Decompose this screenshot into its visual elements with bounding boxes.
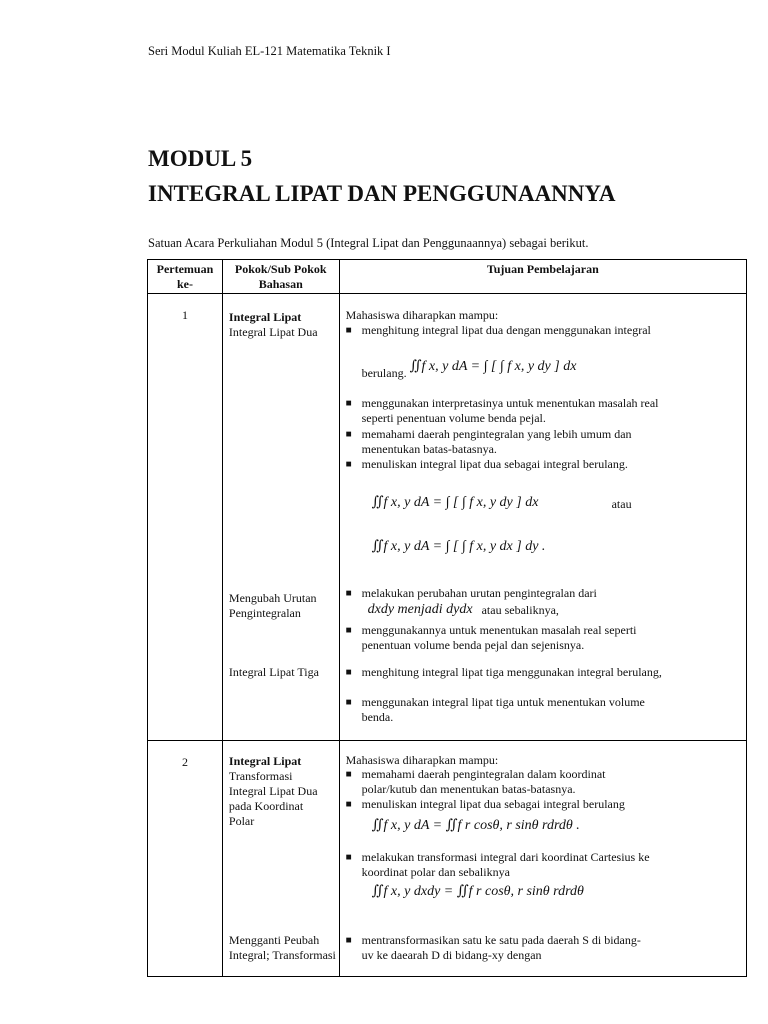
goal-item: menghitung integral lipat dua dengan menggunakan integral — [361, 323, 651, 337]
subtopic: Mengganti Peubah Integral; Transformasi — [228, 933, 336, 962]
bullet-icon: ■ — [345, 667, 352, 678]
goal-item: melakukan perubahan urutan pengintegralan dari — [361, 586, 597, 600]
bullet-icon: ■ — [345, 398, 352, 409]
intro-text: Satuan Acara Perkuliahan Modul 5 (Integral Lipat dan Penggunaannya) sebagai berikut. — [148, 236, 589, 250]
bullet-icon: ■ — [345, 799, 352, 810]
table-row — [148, 294, 747, 741]
syllabus-table — [147, 259, 747, 977]
bullet-icon: ■ — [345, 625, 352, 636]
bullet-icon: ■ — [345, 588, 352, 599]
formula-type2-region: ∬f x, y dA = ∫ [ ∫ f x, y dx ] dy . — [371, 539, 546, 554]
subtopic: Transformasi Integral Lipat Dua pada Koordinat Polar — [228, 769, 318, 828]
header-meeting: Pertemuan ke- — [148, 260, 223, 294]
module-title: MODUL 5 — [148, 146, 253, 171]
formula-double-integral: ∬f x, y dA = ∫ [ ∫ f x, y dy ] dx — [409, 359, 577, 374]
goal-item: melakukan transformasi integral dari koordinat Cartesius ke koordinat polar dan sebaliknya — [361, 850, 650, 879]
goal-item: mentransformasikan satu ke satu pada daerah S di bidang-uv ke daearah D di bidang-xy dengan — [361, 933, 641, 962]
goal-item: menuliskan integral lipat dua sebagai integral berulang. — [361, 457, 628, 471]
table-row — [148, 741, 747, 977]
goal-item: memahami daerah pengintegralan dalam koordinat polar/kutub dan menentukan batas-batasnya. — [361, 767, 606, 796]
bullet-icon: ■ — [345, 429, 352, 440]
header-topic: Pokok/Sub Pokok Bahasan — [222, 260, 339, 294]
subtopic: Mengubah Urutan Pengintegralan — [228, 591, 317, 620]
bullet-icon: ■ — [345, 935, 352, 946]
goal-item: menuliskan integral lipat dua sebagai integral berulang — [361, 797, 625, 811]
header-goals: Tujuan Pembelajaran — [339, 260, 746, 294]
module-subtitle: INTEGRAL LIPAT DAN PENGGUNAANNYA — [148, 181, 616, 206]
goal-item: menghitung integral lipat tiga menggunakan integral berulang, — [361, 665, 662, 679]
meeting-number: 2 — [181, 755, 188, 769]
goal-item: menggunakan interpretasinya untuk menentukan masalah real seperti penentuan volume benda pejal. — [361, 396, 659, 425]
goal-item: atau sebaliknya, — [481, 603, 559, 617]
goal-item: menggunakan integral lipat tiga untuk menentukan volume benda. — [361, 695, 645, 724]
bullet-icon: ■ — [345, 852, 352, 863]
goal-item: memahami daerah pengintegralan yang lebih umum dan menentukan batas-batasnya. — [361, 427, 632, 456]
goal-item: atau — [611, 497, 632, 511]
subtopic: Integral Lipat Dua — [228, 325, 318, 339]
goals-intro: Mahasiswa diharapkan mampu: — [345, 308, 499, 322]
topic-title: Integral Lipat — [228, 754, 302, 768]
subtopic: Integral Lipat Tiga — [228, 665, 319, 679]
topic-title: Integral Lipat — [228, 310, 302, 324]
bullet-icon: ■ — [345, 459, 352, 470]
goals-intro: Mahasiswa diharapkan mampu: — [345, 753, 499, 767]
formula-cartesian-to-polar: ∬f x, y dxdy = ∬f r cosθ, r sinθ rdrdθ — [371, 884, 584, 899]
bullet-icon: ■ — [345, 325, 352, 336]
goal-item: menggunakannya untuk menentukan masalah real seperti penentuan volume benda pejal dan sejenisnya. — [361, 623, 637, 652]
bullet-icon: ■ — [345, 697, 352, 708]
goal-item: berulang. — [361, 366, 407, 380]
meeting-number: 1 — [181, 308, 188, 322]
formula-polar: ∬f x, y dA = ∬f r cosθ, r sinθ rdrdθ . — [371, 818, 580, 833]
formula-type1-region: ∬f x, y dA = ∫ [ ∫ f x, y dy ] dx — [371, 495, 539, 510]
bullet-icon: ■ — [345, 769, 352, 780]
formula-order: dxdy menjadi dydx — [367, 602, 473, 617]
table-header-row — [148, 260, 747, 294]
page-header: Seri Modul Kuliah EL-121 Matematika Teknik I — [148, 44, 391, 58]
